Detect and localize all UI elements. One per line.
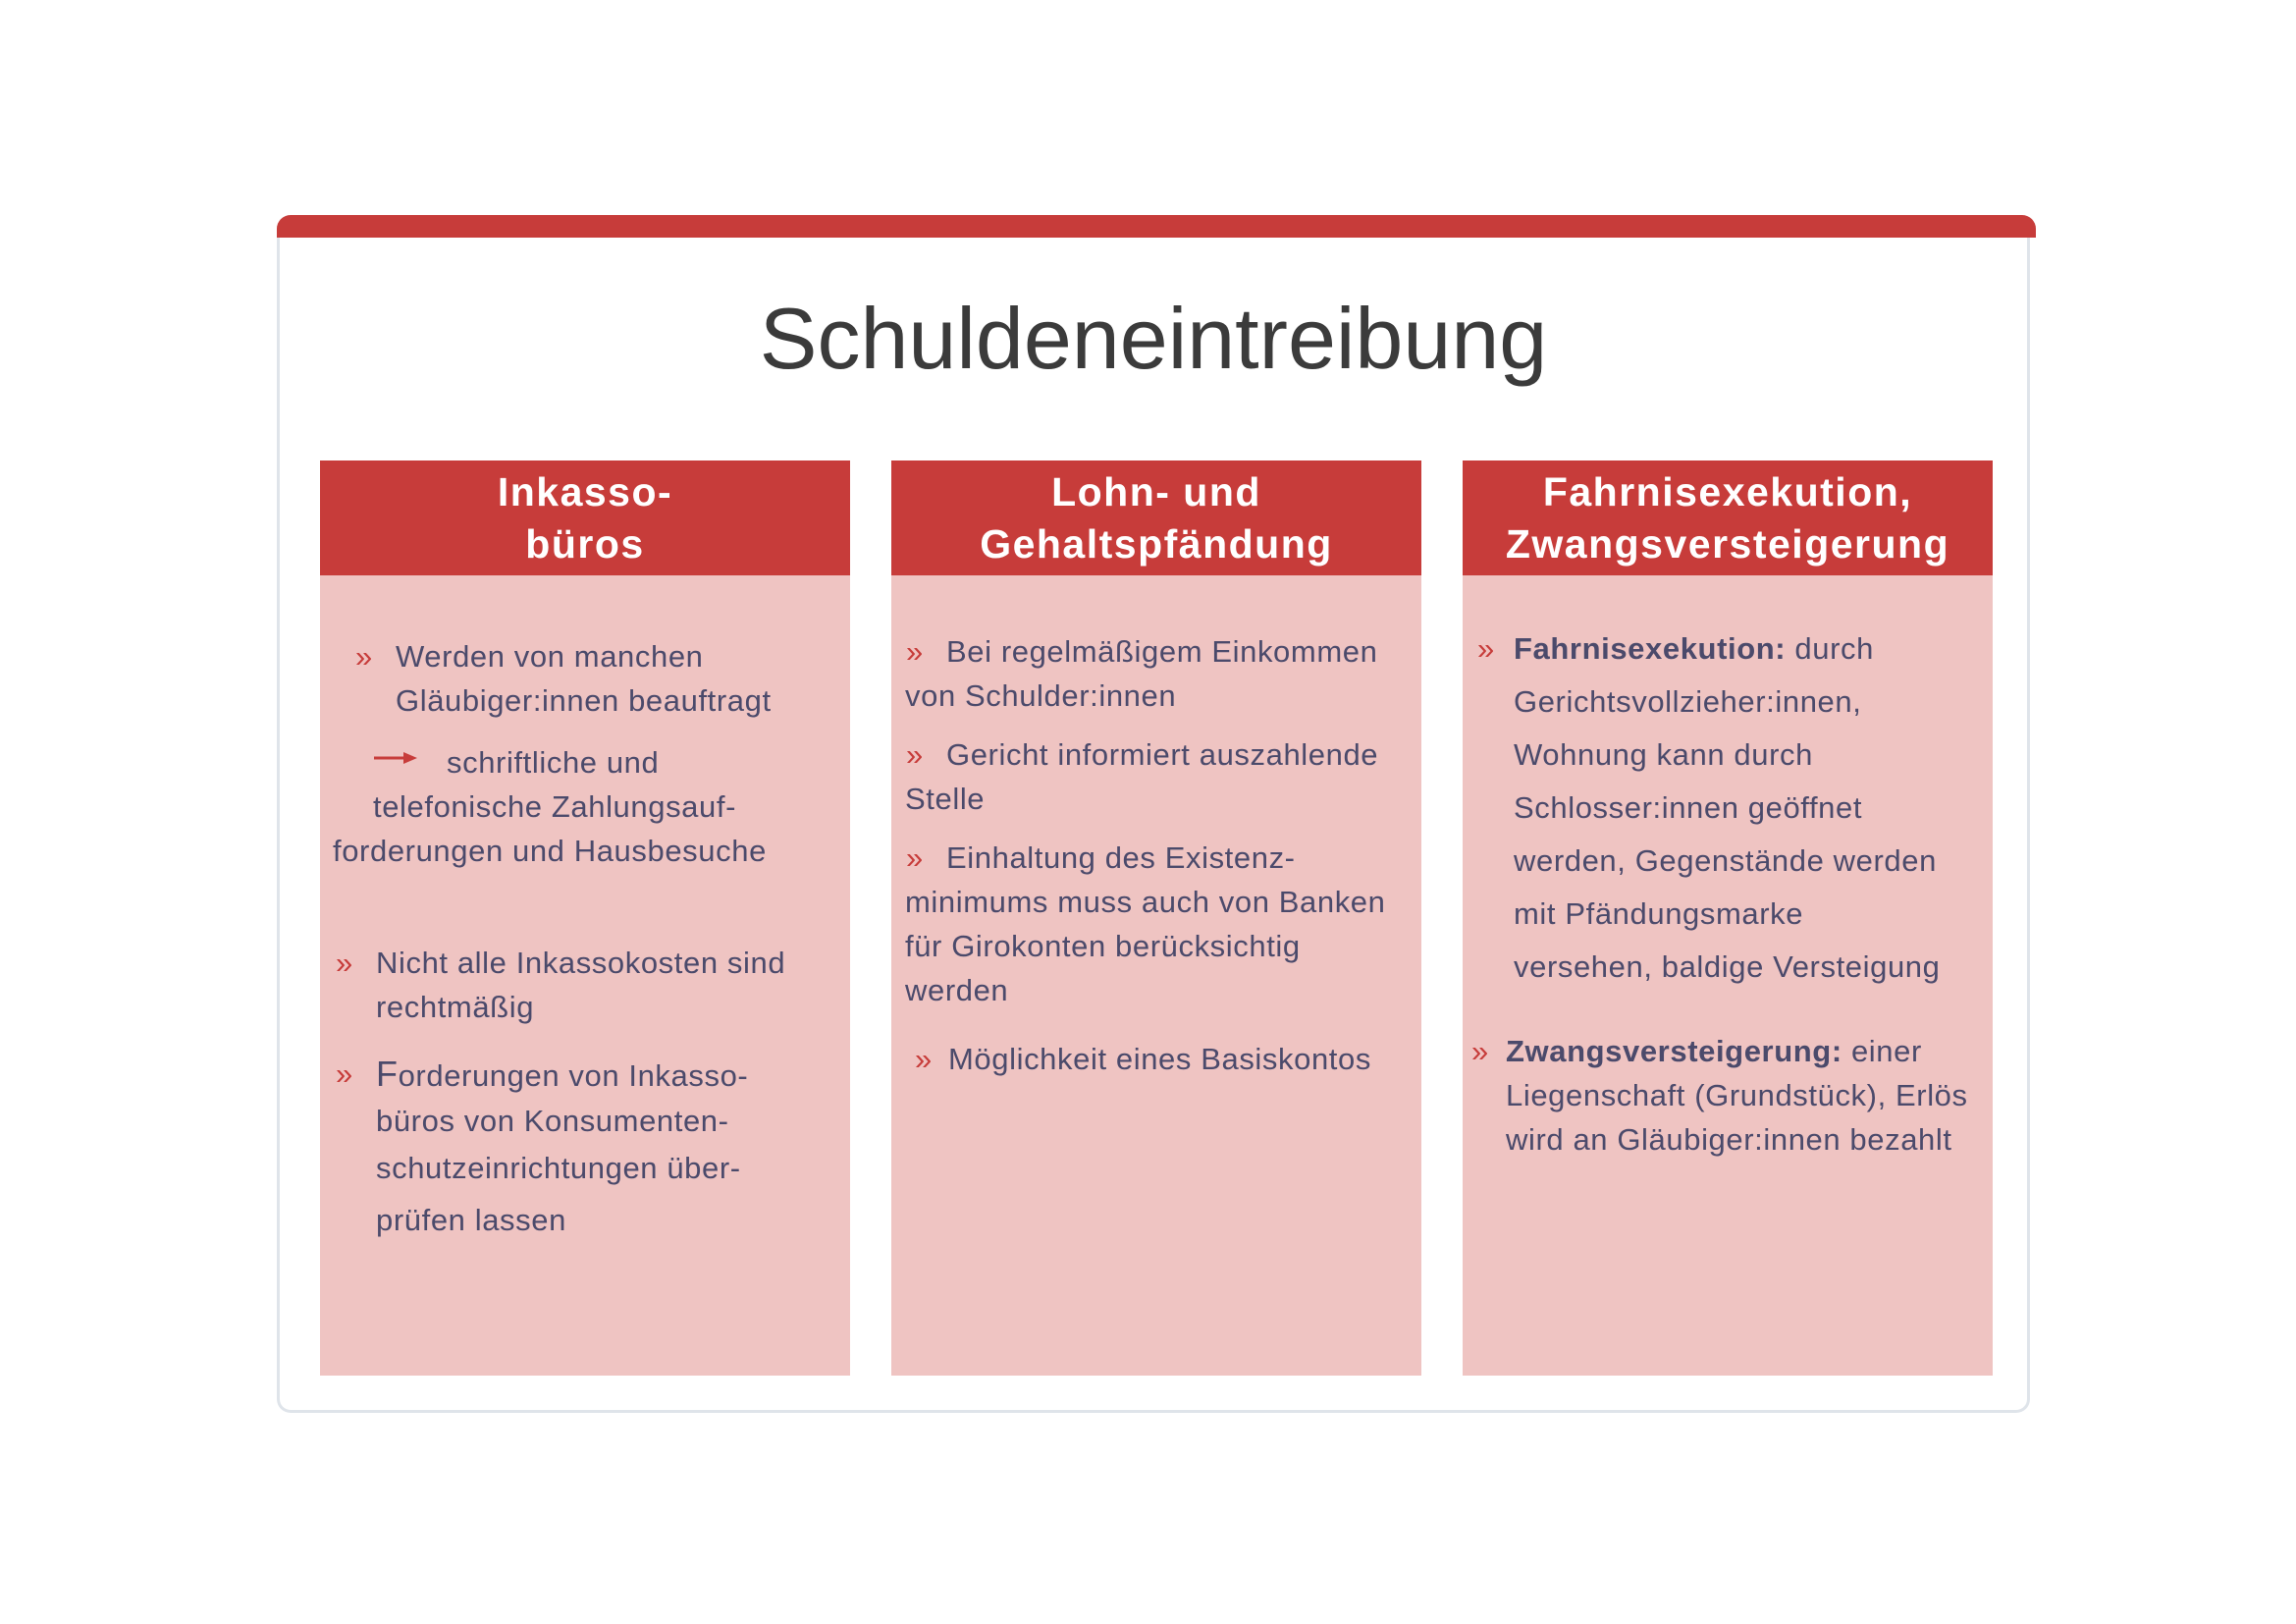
list-item-text: Gläubiger:innen beauftragt [396, 683, 772, 718]
content-card [277, 215, 2030, 1413]
list-item-text: Wohnung kann durch [1514, 737, 1813, 772]
list-item-text: Einhaltung des Existenz- [946, 840, 1296, 875]
column-body [320, 575, 850, 1376]
list-item-text: forderungen und Hausbesuche [333, 834, 767, 868]
list-item-text: werden [905, 973, 1009, 1007]
bullet-icon: » [336, 946, 353, 980]
list-item-text: Nicht alle Inkassokosten sind [376, 946, 786, 980]
list-item-text: Werden von manchen [396, 639, 704, 674]
column-lohnpfaendung [891, 460, 1421, 1376]
bullet-icon: » [355, 639, 373, 674]
list-item-text: Bei regelmäßigem Einkommen [946, 634, 1378, 669]
arrow-right-icon [374, 750, 417, 766]
list-item-text: für Girokonten berücksichtig [905, 929, 1301, 963]
bullet-icon: » [1471, 1034, 1489, 1068]
list-item-text: minimums muss auch von Banken [905, 885, 1386, 919]
bullet-icon: » [906, 634, 924, 669]
list-item-text: Stelle [905, 782, 986, 816]
list-item-text: Gerichtsvollzieher:innen, [1514, 684, 1862, 719]
list-item-text: telefonische Zahlungsauf- [373, 789, 737, 824]
list-item-text: werden, Gegenstände werden [1514, 843, 1937, 878]
list-item-text: mit Pfändungsmarke [1514, 896, 1804, 931]
column-inkassobueros [320, 460, 850, 1376]
bullet-icon: » [1477, 631, 1495, 666]
column-body [891, 575, 1421, 1376]
bullet-icon: » [906, 840, 924, 875]
bullet-icon: » [915, 1042, 933, 1076]
bullet-icon: » [906, 737, 924, 772]
list-item-text: Möglichkeit eines Basiskontos [948, 1042, 1371, 1076]
list-item-text: büros von Konsumenten- [376, 1104, 729, 1138]
column-body [1463, 575, 1993, 1376]
list-item-text: Fahrnisexekution: durch [1514, 631, 1874, 666]
list-item-text: rechtmäßig [376, 990, 535, 1024]
list-item-text: Zwangsversteigerung: einer [1506, 1034, 1922, 1068]
list-item-text: Schlosser:innen geöffnet [1514, 790, 1863, 825]
list-item-text: versehen, baldige Versteigung [1514, 949, 1941, 984]
list-item-text: Liegenschaft (Grundstück), Erlös [1506, 1078, 1968, 1112]
list-item-text: Gericht informiert auszahlende [946, 737, 1379, 772]
list-item-text: schriftliche und [447, 745, 660, 780]
column-header: Lohn- und Gehaltspfändung [891, 460, 1421, 575]
page-title: Schuldeneintreibung [759, 290, 1548, 387]
list-item-text: wird an Gläubiger:innen bezahlt [1506, 1122, 1952, 1157]
list-item-text: von Schulder:innen [905, 678, 1177, 713]
bullet-icon: » [336, 1056, 353, 1091]
column-fahrnisexekution [1463, 460, 1993, 1376]
list-item-text: schutzeinrichtungen über- [376, 1151, 741, 1185]
card-accent-bar [277, 215, 2036, 238]
list-item-text: prüfen lassen [376, 1203, 566, 1237]
list-item-text: Forderungen von Inkasso- [376, 1054, 749, 1094]
column-header: Fahrnisexekution, Zwangsversteigerung [1463, 460, 1993, 575]
column-header: Inkasso- büros [320, 460, 850, 575]
